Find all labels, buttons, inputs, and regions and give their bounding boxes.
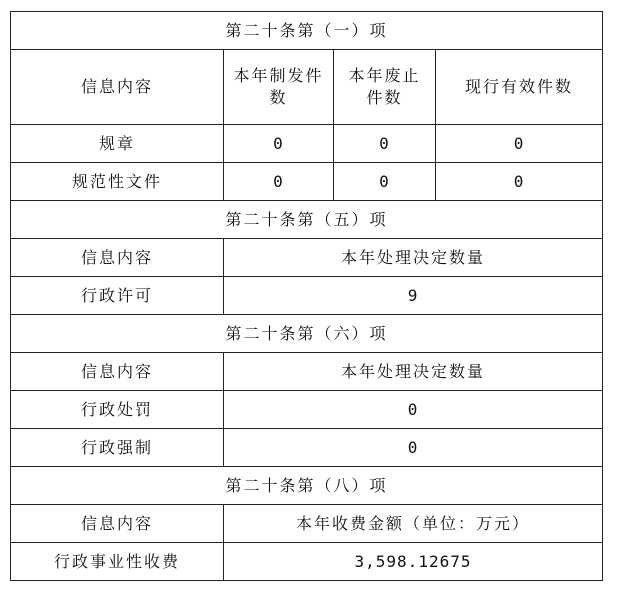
row-label: 行政事业性收费 <box>11 543 224 581</box>
table-row <box>11 163 603 201</box>
section-5-header-row <box>11 239 603 277</box>
section-8-header-row <box>11 505 603 543</box>
info-content-header: 信息内容 <box>11 505 224 543</box>
row-label: 行政处罚 <box>11 391 224 429</box>
section-1-title: 第二十条第（一）项 <box>11 12 603 50</box>
section-1-title-row <box>11 12 603 50</box>
section-5-title: 第二十条第（五）项 <box>11 201 603 239</box>
valid-count: 0 <box>436 125 603 163</box>
section-5-title-row <box>11 201 603 239</box>
valid-count-header: 现行有效件数 <box>436 50 603 125</box>
section-1-header-row <box>11 50 603 125</box>
info-content-header: 信息内容 <box>11 50 224 125</box>
abolished-count: 0 <box>334 125 436 163</box>
row-label: 行政强制 <box>11 429 224 467</box>
decision-count: 0 <box>224 429 603 467</box>
abolished-count-header: 本年废止件数 <box>334 50 436 125</box>
table-row <box>11 277 603 315</box>
decision-count-header: 本年处理决定数量 <box>224 353 603 391</box>
decision-count: 0 <box>224 391 603 429</box>
fee-amount-header: 本年收费金额（单位：万元） <box>224 505 603 543</box>
valid-count: 0 <box>436 163 603 201</box>
table-row <box>11 429 603 467</box>
table-row <box>11 391 603 429</box>
issued-count: 0 <box>224 163 334 201</box>
row-label: 规范性文件 <box>11 163 224 201</box>
issued-count: 0 <box>224 125 334 163</box>
table-row <box>11 543 603 581</box>
government-info-table <box>10 11 603 581</box>
section-8-title: 第二十条第（八）项 <box>11 467 603 505</box>
section-6-title: 第二十条第（六）项 <box>11 315 603 353</box>
section-6-header-row <box>11 353 603 391</box>
fee-amount: 3,598.12675 <box>224 543 603 581</box>
decision-count: 9 <box>224 277 603 315</box>
info-content-header: 信息内容 <box>11 239 224 277</box>
section-6-title-row <box>11 315 603 353</box>
row-label: 行政许可 <box>11 277 224 315</box>
section-8-title-row <box>11 467 603 505</box>
row-label: 规章 <box>11 125 224 163</box>
table-row <box>11 125 603 163</box>
abolished-count: 0 <box>334 163 436 201</box>
info-content-header: 信息内容 <box>11 353 224 391</box>
decision-count-header: 本年处理决定数量 <box>224 239 603 277</box>
issued-count-header: 本年制发件数 <box>224 50 334 125</box>
